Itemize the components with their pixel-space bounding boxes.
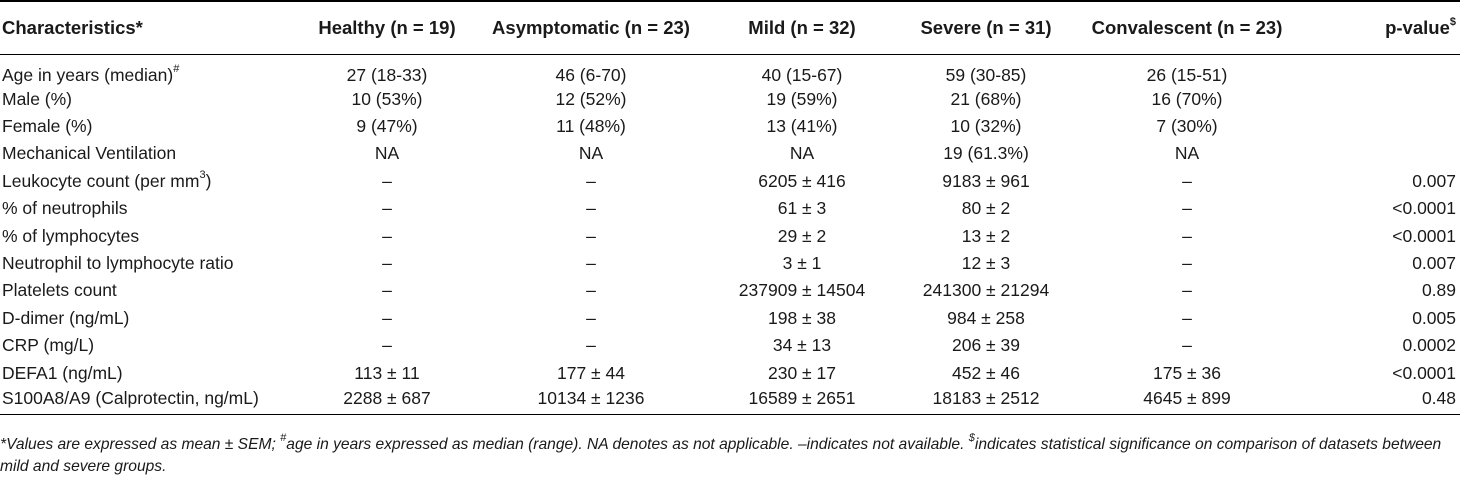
cell-severe: 13 ± 2 (961, 225, 1011, 246)
cell-mild: 34 ± 13 (772, 335, 832, 356)
cell-pvalue (1298, 54, 1460, 86)
cell-asymptomatic: 177 ± 44 (557, 362, 625, 383)
header-severe: Severe (n = 31) (896, 1, 1076, 54)
cell-mild: 198 ± 38 (768, 307, 836, 328)
cell-healthy: – (382, 307, 392, 328)
cell-convalescent: – (1182, 170, 1192, 191)
cell-mild: 40 (15-67) (761, 64, 843, 85)
cell-convalescent: 175 ± 36 (1153, 362, 1221, 383)
cell-convalescent: – (1182, 335, 1192, 356)
cell-convalescent: – (1182, 280, 1192, 301)
cell-pvalue: 0.0002 (1402, 335, 1456, 356)
cell-healthy: 113 ± 11 (354, 362, 420, 383)
cell-convalescent: 16 (70%) (1151, 88, 1223, 109)
cell-severe: 19 (61.3%) (943, 143, 1029, 164)
cell-pvalue (1298, 113, 1460, 140)
cell-severe: 241300 ± 21294 (922, 280, 1050, 301)
cell-asymptomatic: 12 (52%) (555, 88, 627, 109)
row-label: Mechanical Ventilation (2, 143, 177, 164)
cell-asymptomatic: – (586, 253, 596, 274)
cell-healthy: NA (374, 143, 400, 164)
row-label: Leukocyte count (per $mm^3$) (2, 169, 212, 191)
cell-asymptomatic: – (586, 225, 596, 246)
header-pvalue-sup: $ (1449, 15, 1456, 28)
cell-convalescent: – (1182, 198, 1192, 219)
cell-healthy: 10 (53%) (351, 88, 423, 109)
cell-pvalue: 0.007 (1412, 253, 1456, 274)
row-label: % of neutrophils (2, 198, 128, 219)
cell-pvalue: <0.0001 (1392, 362, 1456, 383)
row-label: Age in years (median)# (2, 62, 180, 85)
cell-pvalue: 0.48 (1298, 387, 1460, 414)
cell-mild: 16589 ± 2651 (708, 387, 896, 414)
row-label: % of lymphocytes (2, 225, 140, 246)
cell-asymptomatic: – (586, 335, 596, 356)
cell-convalescent: – (1182, 225, 1192, 246)
cell-healthy: – (382, 225, 392, 246)
table-header-row (0, 1, 1460, 54)
cell-asymptomatic: 11 (48%) (556, 116, 626, 137)
table-row (0, 359, 1460, 386)
cell-mild: NA (789, 143, 815, 164)
cell-healthy: – (382, 335, 392, 356)
cell-asymptomatic: 46 (6-70) (555, 64, 627, 85)
cell-mild: 6205 ± 416 (758, 170, 846, 191)
cell-healthy: 9 (47%) (356, 116, 418, 137)
header-characteristics: Characteristics* (0, 1, 300, 54)
cell-pvalue (1298, 140, 1460, 167)
cell-convalescent: NA (1174, 143, 1200, 164)
table-row (0, 222, 1460, 249)
cell-convalescent: 7 (30%) (1156, 116, 1218, 137)
cell-asymptomatic: – (586, 170, 596, 191)
cell-convalescent: – (1182, 253, 1192, 274)
row-label: Neutrophil to lymphocyte ratio (2, 253, 234, 274)
cell-pvalue: <0.0001 (1392, 198, 1456, 219)
table-row (0, 140, 1460, 167)
cell-severe: 10 (32%) (950, 116, 1022, 137)
cell-pvalue: <0.0001 (1392, 225, 1456, 246)
row-label: Platelets count (2, 280, 117, 301)
header-healthy: Healthy (n = 19) (300, 1, 474, 54)
header-pvalue: p-value$ (1298, 1, 1460, 54)
cell-severe: 984 ± 258 (947, 307, 1025, 328)
header-mild: Mild (n = 32) (708, 1, 896, 54)
cell-mild: 237909 ± 14504 (738, 280, 866, 301)
cell-pvalue: 0.89 (1421, 280, 1456, 301)
cell-mild: 3 ± 1 (782, 253, 822, 274)
cell-mild: 29 ± 2 (777, 225, 827, 246)
table-row (0, 250, 1460, 277)
cell-asymptomatic: NA (578, 143, 604, 164)
table-row (0, 86, 1460, 113)
cell-pvalue: 0.007 (1412, 170, 1456, 191)
row-label: CRP (mg/L) (2, 335, 95, 356)
cell-asymptomatic: – (586, 307, 596, 328)
header-asymptomatic: Asymptomatic (n = 23) (474, 1, 708, 54)
header-convalescent: Convalescent (n = 23) (1076, 1, 1298, 54)
row-label: D-dimer (ng/mL) (2, 307, 130, 328)
row-label: Female (%) (2, 116, 93, 137)
table-row (0, 277, 1460, 304)
cell-convalescent: – (1182, 307, 1192, 328)
row-label: S100A8/A9 (Calprotectin, ng/mL) (0, 387, 300, 414)
cell-asymptomatic: 10134 ± 1236 (474, 387, 708, 414)
cell-healthy: – (382, 198, 392, 219)
cell-healthy: – (382, 253, 392, 274)
row-label: DEFA1 (ng/mL) (2, 362, 123, 383)
table-row (0, 387, 1460, 414)
cell-mild: 19 (59%) (766, 88, 838, 109)
cell-mild: 230 ± 17 (768, 362, 836, 383)
cell-pvalue: 0.005 (1412, 307, 1456, 328)
cell-severe: 59 (30-85) (945, 64, 1027, 85)
table-row (0, 332, 1460, 359)
cell-mild: 13 (41%) (766, 116, 838, 137)
cell-asymptomatic: – (586, 280, 596, 301)
cell-healthy: – (382, 170, 392, 191)
cell-healthy: – (382, 280, 392, 301)
cell-mild: 61 ± 3 (777, 198, 827, 219)
cell-severe: 9183 ± 961 (942, 170, 1030, 191)
cell-severe: 12 ± 3 (961, 253, 1011, 274)
cell-convalescent: 4645 ± 899 (1076, 387, 1298, 414)
cell-healthy: 27 (18-33) (346, 64, 428, 85)
cell-asymptomatic: – (586, 198, 596, 219)
table-row (0, 113, 1460, 140)
cell-pvalue (1298, 86, 1460, 113)
cell-severe: 452 ± 46 (952, 362, 1020, 383)
table-footnote: *Values are expressed as mean ± SEM; #age in years expressed as median (range). NA denotes as not applicable. –indicates not available. $indicates statistical significance on comparison of datasets between mild and severe groups. (0, 431, 1442, 475)
table-row (0, 305, 1460, 332)
cell-severe: 206 ± 39 (952, 335, 1020, 356)
row-label: Male (%) (2, 88, 73, 109)
table-row (0, 54, 1460, 86)
cell-severe: 80 ± 2 (961, 198, 1011, 219)
table-row (0, 195, 1460, 222)
cell-severe: 21 (68%) (950, 88, 1022, 109)
table-row (0, 168, 1460, 195)
cell-severe: 18183 ± 2512 (896, 387, 1076, 414)
cell-healthy: 2288 ± 687 (300, 387, 474, 414)
cell-convalescent: 26 (15-51) (1146, 64, 1228, 85)
